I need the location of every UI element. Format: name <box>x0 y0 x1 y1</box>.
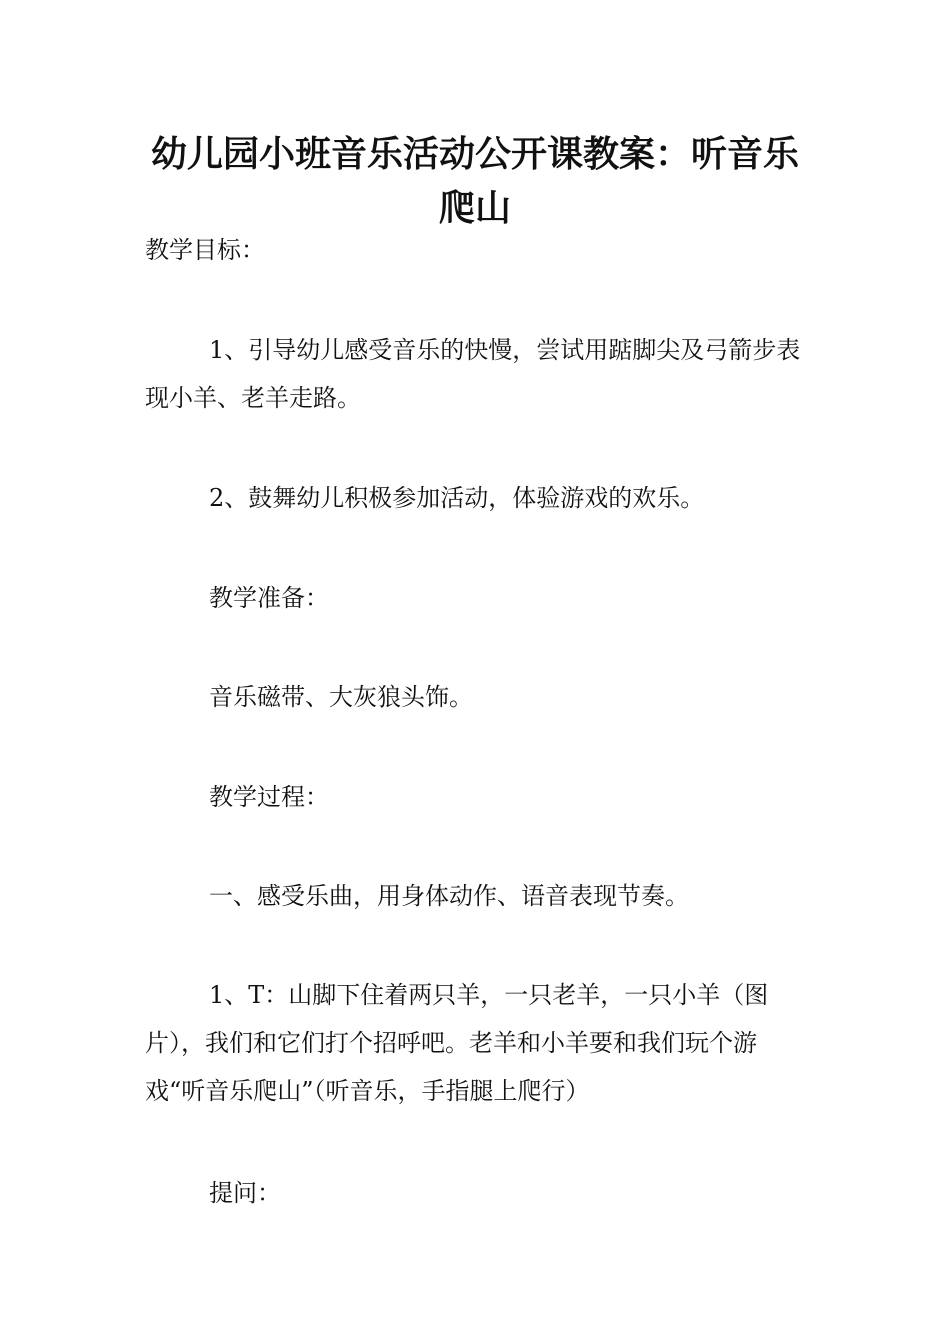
paragraph-preparation: 音乐磁带、大灰狼头饰。 <box>209 683 473 711</box>
section-heading-teaching-process: 教学过程： <box>209 783 329 811</box>
paragraph-question-label: 提问： <box>209 1179 281 1207</box>
section-heading-teaching-preparation: 教学准备： <box>209 584 329 612</box>
section-heading-teaching-goals: 教学目标： <box>145 236 265 264</box>
paragraph-process-step-1: 一、感受乐曲，用身体动作、语音表现节奏。 <box>209 882 689 910</box>
paragraph-process-detail-1: 1、T：山脚下住着两只羊，一只老羊，一只小羊（图片），我们和它们打个招呼吧。老羊和小羊要和我们玩个游戏“听音乐爬山”（听音乐，手指腿上爬行） <box>145 981 769 1105</box>
paragraph-goal-2: 2、鼓舞幼儿积极参加活动，体验游戏的欢乐。 <box>209 484 705 512</box>
paragraph-goal-1: 1、引导幼儿感受音乐的快慢，尝试用踮脚尖及弓箭步表现小羊、老羊走路。 <box>145 336 801 412</box>
document-title: 幼儿园小班音乐活动公开课教案：听音乐爬山 <box>150 134 799 229</box>
